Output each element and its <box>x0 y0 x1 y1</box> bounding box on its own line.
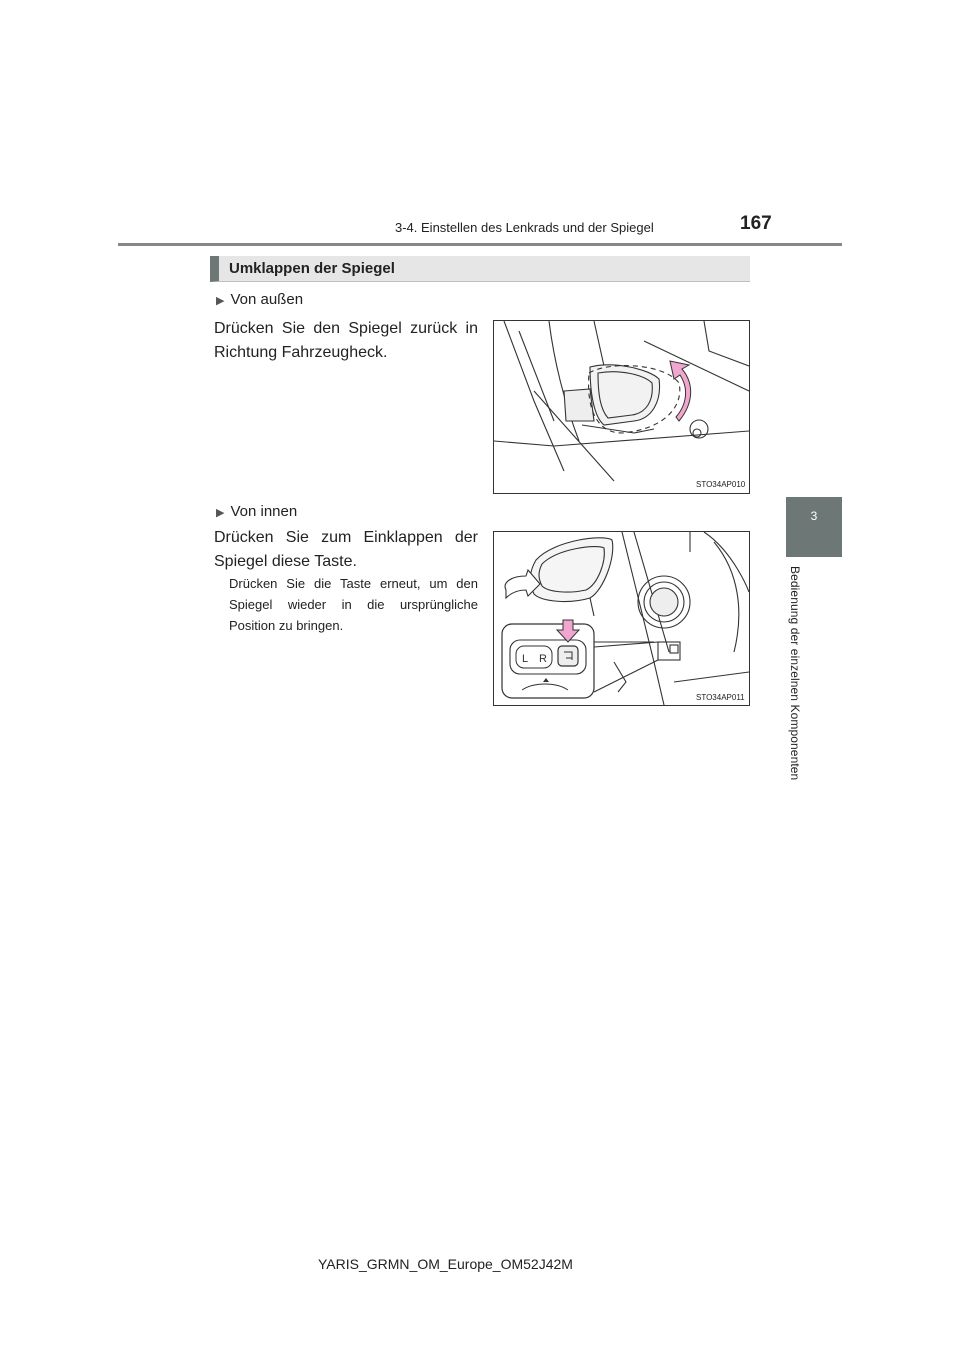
bullet-outside-label: Von außen <box>230 291 304 308</box>
instruction-inside: Drücken Sie zum Einklappen der Spiegel diese Taste. <box>214 529 478 570</box>
figure-code-1: STO34AP010 <box>696 480 746 489</box>
page-number: 167 <box>740 213 772 234</box>
figure-outside-mirror <box>493 320 750 494</box>
triangle-bullet-icon: ▶ <box>216 295 225 307</box>
bullet-inside-label: Von innen <box>230 503 298 520</box>
chapter-title: Bedienung der einzelnen Komponenten <box>788 566 802 781</box>
mirror-fold-button <box>558 646 578 666</box>
section-heading-text: Umklappen der Spiegel <box>229 260 395 277</box>
triangle-bullet-icon: ▶ <box>216 507 225 519</box>
bullet-outside <box>216 291 303 308</box>
switch-label-left: L <box>522 653 529 665</box>
bullet-inside <box>216 503 297 520</box>
section-heading <box>210 256 750 282</box>
chapter-tab <box>786 497 842 557</box>
header-rule <box>118 243 842 246</box>
instruction-inside-note: Drücken Sie die Taste erneut, um den Spiegel wieder in die ursprüngliche Position zu bringen. <box>229 576 478 633</box>
figure-inside-switch <box>493 531 750 706</box>
running-header-title: 3-4. Einstellen des Lenkrads und der Spiegel <box>395 220 654 235</box>
chapter-number: 3 <box>810 509 818 523</box>
instruction-outside: Drücken Sie den Spiegel zurück in Richtung Fahrzeugheck. <box>214 320 478 361</box>
mirror-fold-illustration <box>494 321 749 493</box>
figure-code-2: STO34AP011 <box>696 693 745 702</box>
mirror-switch-illustration <box>494 532 749 705</box>
footer-doc-id: YARIS_GRMN_OM_Europe_OM52J42M <box>318 1256 573 1272</box>
switch-label-right: R <box>539 653 547 665</box>
